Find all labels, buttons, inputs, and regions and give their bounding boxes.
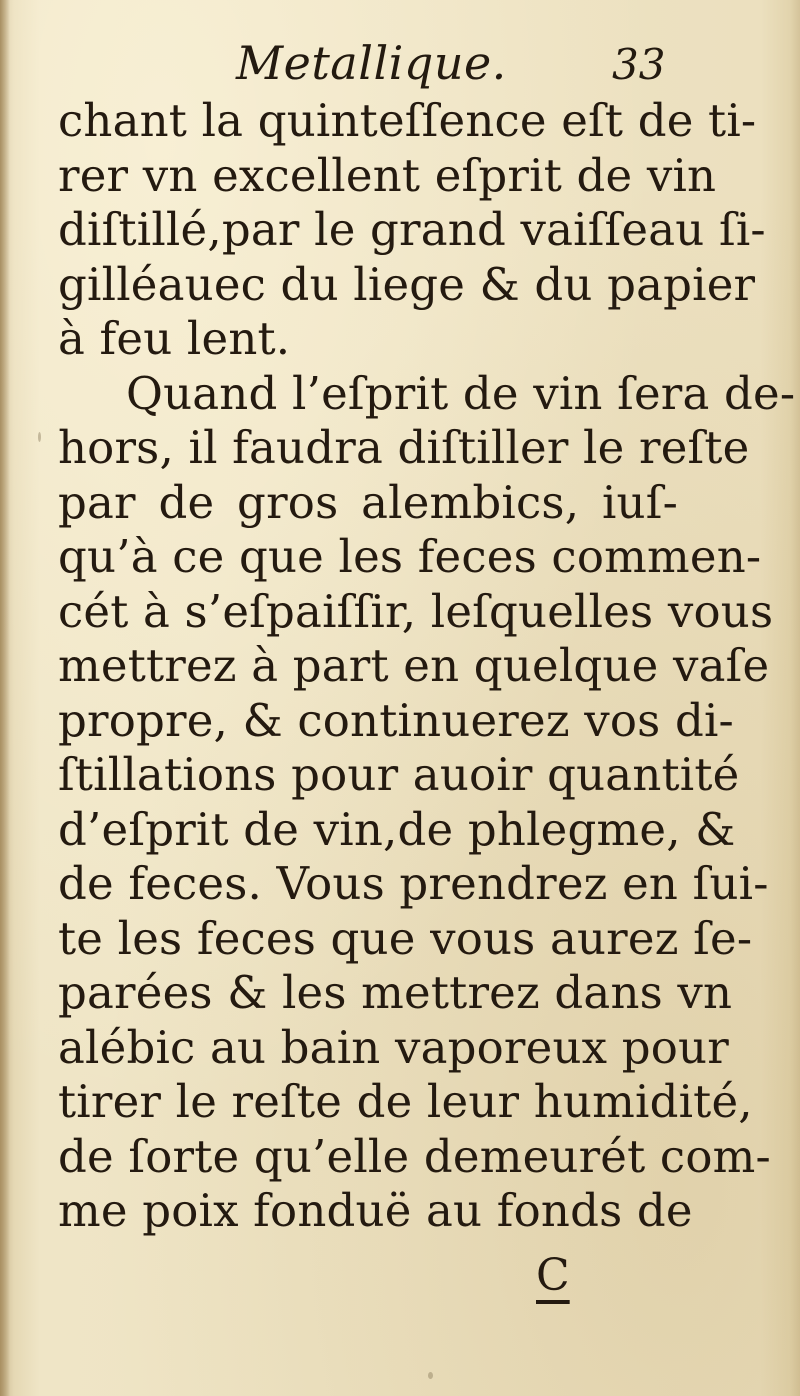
text-line: ſtillations pour auoir quantité [58,748,740,801]
text-line: de feces. Vous prendrez en ſui- [58,857,769,910]
text-line: tirer le reſte de leur humidité, [58,1075,753,1128]
text-line: rer vn excellent eſprit de vin [58,148,717,202]
text-line: qu’à ce que les feces commen- [58,530,762,583]
text-line: hors, il faudra diſtiller le reſte [58,421,750,474]
body-text [58,94,796,1239]
text-line: chant la quinteſſence eſt de ti- [58,94,757,147]
text-line: diſtillé,par le grand vaiſſeau ſi- [58,203,766,256]
text-line: cét à s’eſpaiſſir, leſquelles vous [58,584,774,638]
binding-gutter [0,0,10,1396]
text-line: alébic au bain vaporeux pour [58,1020,729,1074]
text-line: à feu lent. [58,312,291,365]
paragraph-start-line: Quand l’eſprit de vin ſera de- [126,366,796,420]
text-line: propre, & continuerez vos di- [58,693,734,747]
paper-speck [38,432,41,442]
running-title: Metallique. [236,36,507,90]
text-line: gilléauec du liege & du papier [58,257,756,311]
text-line: de ſorte qu’elle demeurét com- [58,1129,771,1183]
page-header [0,36,800,102]
signature-mark: C [536,1250,570,1301]
text-line: par de gros alembics, iuſ- [58,475,678,529]
text-line: mettrez à part en quelque vaſe [58,639,770,692]
text-line: te les feces que vous aurez ſe- [58,911,753,965]
text-line: me poix fonduë au fonds de [58,1184,693,1237]
page-number: 33 [612,40,666,89]
text-line: parées & les mettrez dans vn [58,966,733,1019]
paper-speck [428,1372,433,1379]
text-line: d’eſprit de vin,de phlegme, & [58,802,736,856]
